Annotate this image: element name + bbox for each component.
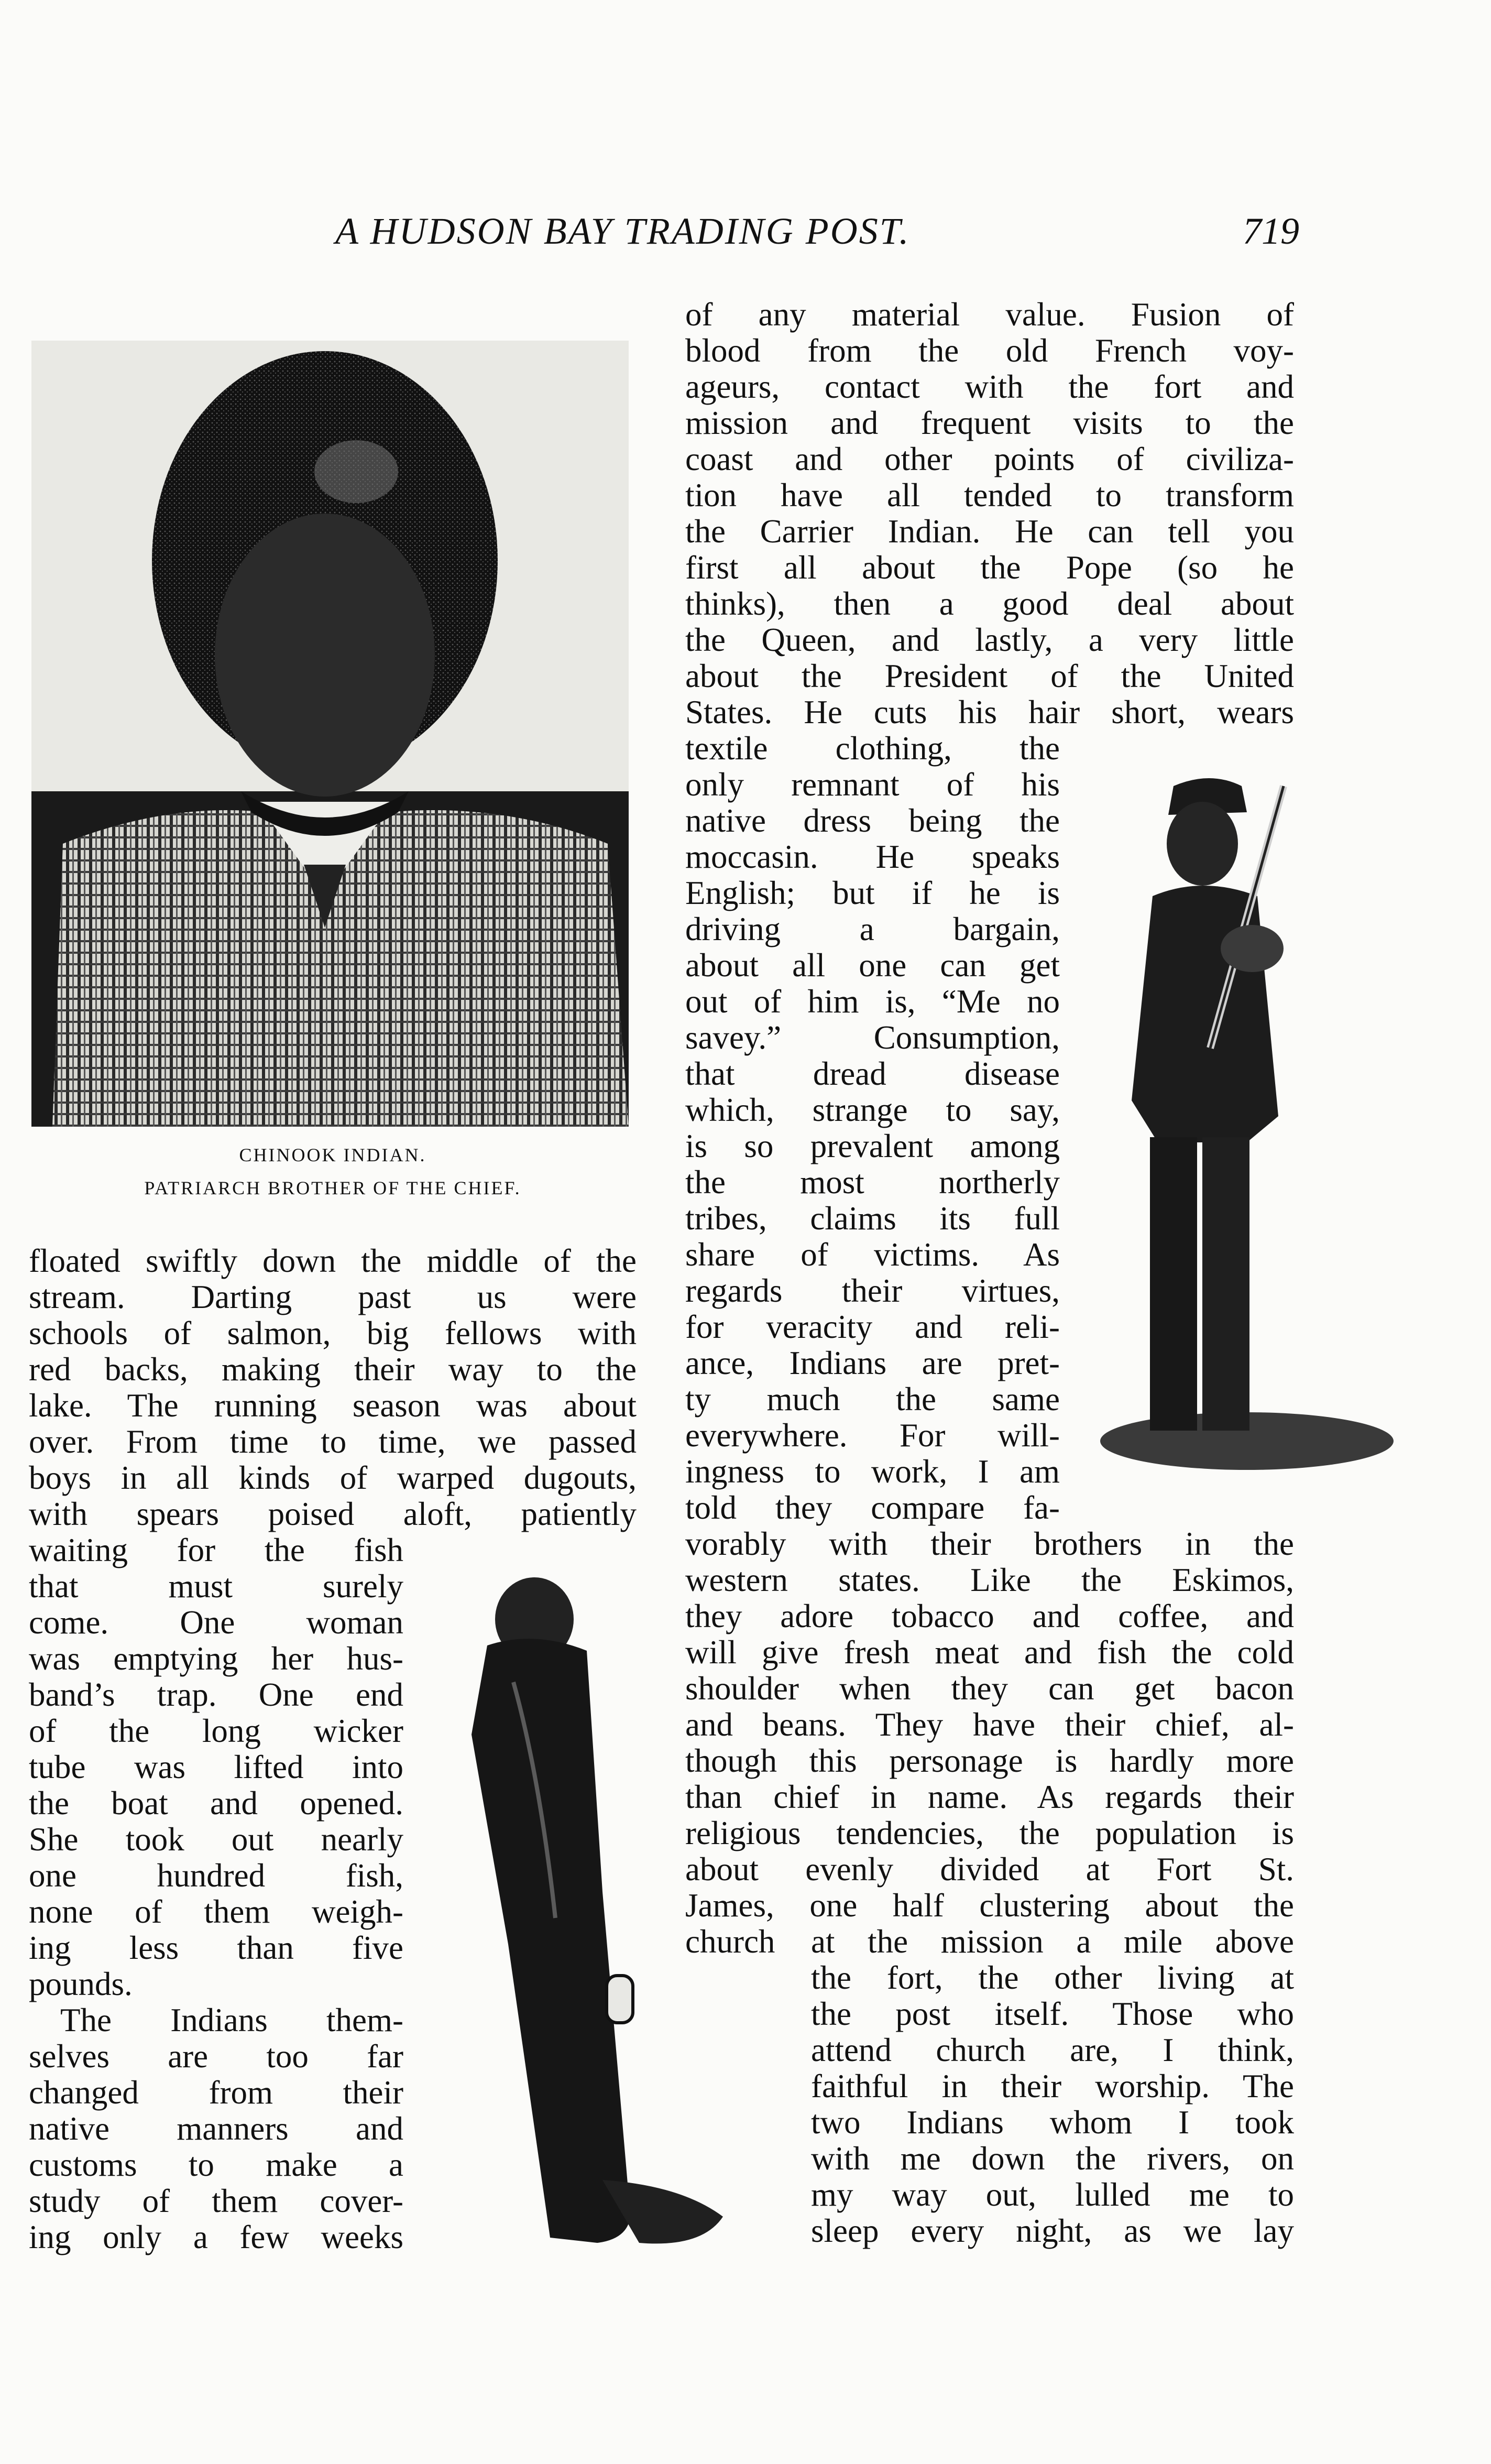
text-line: though this personage is hardly more xyxy=(685,1742,1294,1779)
text-line: over. From time to time, we passed xyxy=(29,1423,637,1460)
text-line: shoulder when they can get bacon xyxy=(685,1670,1294,1707)
text-line: at the mission a mile above xyxy=(811,1923,1294,1960)
text-line: waiting for the fish xyxy=(29,1532,403,1568)
indian-boy-rifle-photo xyxy=(1090,776,1394,1478)
text-line: the Queen, and lastly, a very little xyxy=(685,622,1294,658)
text-line: only remnant of his xyxy=(685,766,1060,803)
text-line: told they compare fa- xyxy=(685,1489,1060,1526)
text-line: ing less than five xyxy=(29,1929,403,1966)
chinook-caption-title: CHINOOK INDIAN. xyxy=(239,1144,426,1165)
text-line: western states. Like the Eskimos, xyxy=(685,1562,1294,1598)
text-line: States. He cuts his hair short, wears xyxy=(685,694,1294,731)
text-line: The Indians them- xyxy=(60,2002,403,2038)
running-title: A HUDSON BAY TRADING POST. xyxy=(335,210,911,252)
text-line: religious tendencies, the population is xyxy=(685,1815,1294,1851)
right-column-narrow xyxy=(685,731,1060,1526)
text-line: one hundred fish, xyxy=(29,1857,403,1894)
text-line: James, one half clustering about the xyxy=(685,1887,1294,1924)
text-line: share of victims. As xyxy=(685,1236,1060,1273)
text-line: the fort, the other living at xyxy=(811,1959,1294,1996)
text-line: faithful in their worship. The xyxy=(811,2068,1294,2105)
text-line: about evenly divided at Fort St. xyxy=(685,1851,1294,1888)
text-line: schools of salmon, big fellows with xyxy=(29,1315,637,1351)
text-line: will give fresh meat and fish the cold xyxy=(685,1634,1294,1671)
text-line: the most northerly xyxy=(685,1164,1060,1201)
text-line: everywhere. For will- xyxy=(685,1417,1060,1454)
text-line: with me down the rivers, on xyxy=(811,2140,1294,2177)
boy-illustration xyxy=(1090,776,1394,1478)
text-line: attend church are, I think, xyxy=(811,2032,1294,2068)
text-line: which, strange to say, xyxy=(685,1092,1060,1128)
text-line: two Indians whom I took xyxy=(811,2104,1294,2141)
text-line: boys in all kinds of warped dugouts, xyxy=(29,1459,637,1496)
text-line: first all about the Pope (so he xyxy=(685,549,1294,586)
text-line: regards their virtues, xyxy=(685,1272,1060,1309)
text-line: moccasin. He speaks xyxy=(685,838,1060,875)
text-line: ageurs, contact with the fort and xyxy=(685,368,1294,405)
text-line: savey.” Consumption, xyxy=(685,1019,1060,1056)
text-line: tion have all tended to transform xyxy=(685,477,1294,514)
text-line: none of them weigh- xyxy=(29,1893,403,1930)
left-column-narrow xyxy=(29,1532,403,2002)
text-line: lake. The running season was about xyxy=(29,1387,637,1424)
text-line: English; but if he is xyxy=(685,875,1060,911)
text-line: ty much the same xyxy=(685,1381,1060,1418)
text-line: my way out, lulled me to xyxy=(811,2176,1294,2213)
text-line: sleep every night, as we lay xyxy=(811,2212,1294,2249)
text-line: selves are too far xyxy=(29,2038,403,2075)
text-line: coast and other points of civiliza- xyxy=(685,441,1294,477)
left-column-paragraph-2 xyxy=(29,2002,403,2255)
text-line: blood from the old French voy- xyxy=(685,332,1294,369)
text-line: the post itself. Those who xyxy=(811,1996,1294,2032)
text-line: about the President of the United xyxy=(685,658,1294,694)
text-line: red backs, making their way to the xyxy=(29,1351,637,1388)
text-line: stream. Darting past us were xyxy=(29,1279,637,1315)
text-line: the boat and opened. xyxy=(29,1785,403,1822)
text-line: ance, Indians are pret- xyxy=(685,1345,1060,1381)
text-line: than chief in name. As regards their xyxy=(685,1779,1294,1815)
page-number: 719 xyxy=(1243,210,1299,252)
text-line: mission and frequent visits to the xyxy=(685,405,1294,441)
text-line: She took out nearly xyxy=(29,1821,403,1858)
chinook-portrait-photo xyxy=(31,341,629,1127)
text-line: floated swiftly down the middle of the xyxy=(29,1242,637,1279)
text-line: changed from their xyxy=(29,2074,403,2111)
text-line: the Carrier Indian. He can tell you xyxy=(685,513,1294,550)
text-line: they adore tobacco and coffee, and xyxy=(685,1598,1294,1634)
text-line: out of him is, “Me no xyxy=(685,983,1060,1020)
chinook-caption-subtitle: PATRIARCH BROTHER OF THE CHIEF. xyxy=(144,1178,521,1198)
text-line: that dread disease xyxy=(685,1055,1060,1092)
left-column-full xyxy=(29,1243,637,1532)
text-line: pounds. xyxy=(29,1966,133,2002)
text-line: come. One woman xyxy=(29,1604,403,1641)
text-line: band’s trap. One end xyxy=(29,1676,403,1713)
text-line: driving a bargain, xyxy=(685,911,1060,947)
text-line: tube was lifted into xyxy=(29,1749,403,1785)
right-column-full xyxy=(685,1526,1294,1960)
text-line: thinks), then a good deal about xyxy=(685,585,1294,622)
text-line: tribes, claims its full xyxy=(685,1200,1060,1237)
text-line: with spears poised aloft, patiently xyxy=(29,1496,637,1532)
right-column-indented xyxy=(811,1924,1294,2249)
text-line: that must surely xyxy=(29,1568,403,1605)
portrait-illustration xyxy=(31,341,629,1127)
text-line: ing only a few weeks xyxy=(29,2219,403,2255)
text-line: native manners and xyxy=(29,2110,403,2147)
text-line: of any material value. Fusion of xyxy=(685,296,1294,333)
text-line: customs to make a xyxy=(29,2146,403,2183)
text-line: church xyxy=(685,1923,775,1960)
text-line: of the long wicker xyxy=(29,1713,403,1749)
text-line: study of them cover- xyxy=(29,2183,403,2219)
text-line: native dress being the xyxy=(685,802,1060,839)
text-line: for veracity and reli- xyxy=(685,1309,1060,1345)
text-line: was emptying her hus- xyxy=(29,1640,403,1677)
text-line: and beans. They have their chief, al- xyxy=(685,1706,1294,1743)
text-line: vorably with their brothers in the xyxy=(685,1525,1294,1562)
text-line: is so prevalent among xyxy=(685,1128,1060,1164)
right-column-top xyxy=(685,297,1294,731)
text-line: ingness to work, I am xyxy=(685,1453,1060,1490)
text-line: textile clothing, the xyxy=(685,730,1060,767)
text-line: about all one can get xyxy=(685,947,1060,984)
